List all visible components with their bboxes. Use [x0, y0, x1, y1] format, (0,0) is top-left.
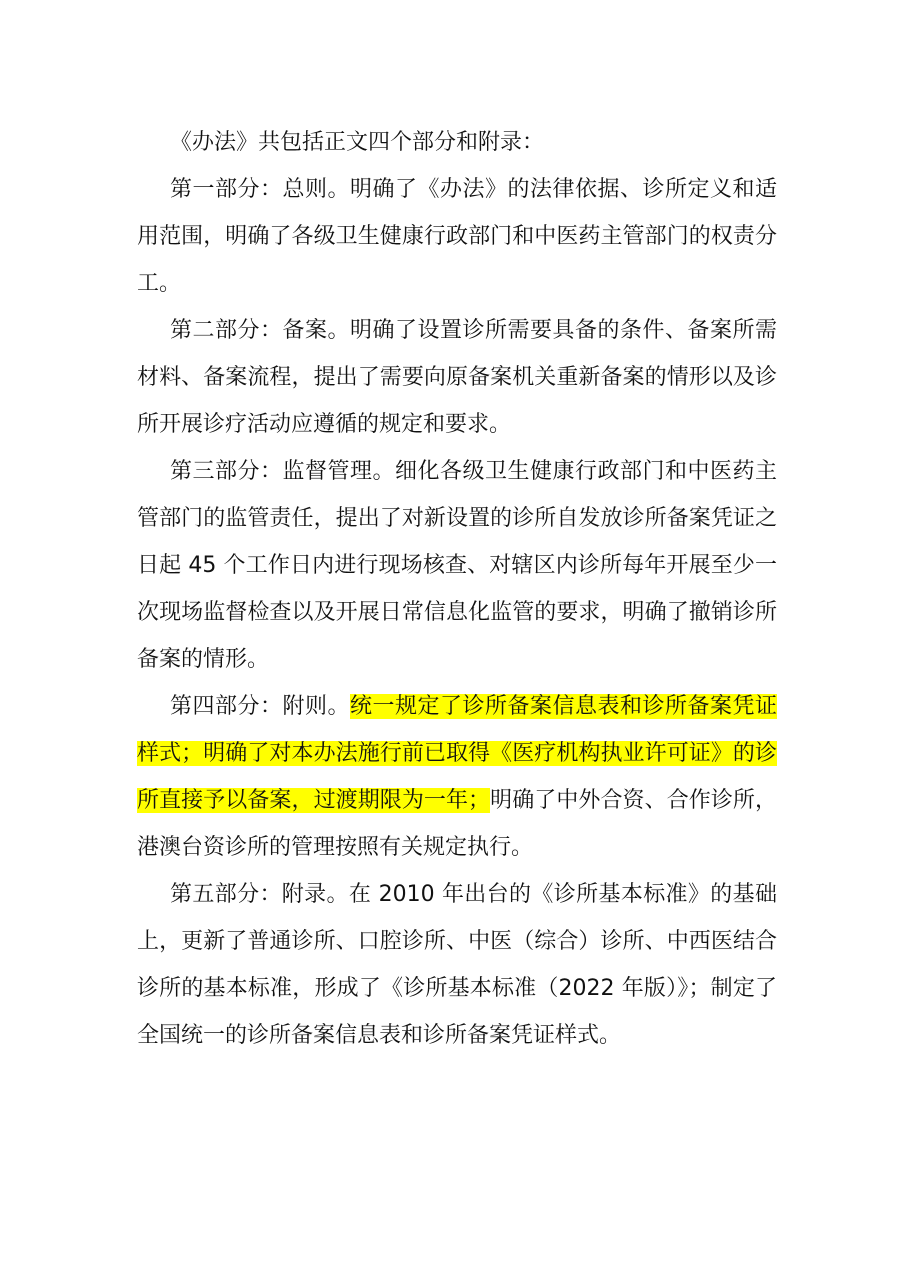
paragraph-part-3: 第三部分：监督管理。细化各级卫生健康行政部门和中医药主管部门的监管责任，提出了对新设置的诊所自发放诊所备案凭证之日起 45 个工作日内进行现场核查、对辖区内诊所每年开展至少一次现场监督检查以及开展日常信息化监管的要求，明确了撤销诊所备案的情形。 — [137, 459, 777, 672]
paragraph-part-1: 第一部分：总则。明确了《办法》的法律依据、诊所定义和适用范围，明确了各级卫生健康行政部门和中医药主管部门的权责分工。 — [137, 177, 777, 296]
paragraph-intro: 《办法》共包括正文四个部分和附录： — [170, 130, 545, 155]
paragraph-part-4-tail: 明确了中外合资、合作诊所，港澳台资诊所的管理按照有关规定执行。 — [137, 788, 777, 860]
paragraph-part-5: 第五部分：附录。在 2010 年出台的《诊所基本标准》的基础上，更新了普通诊所、口腔诊所、中医（综合）诊所、中西医结合诊所的基本标准，形成了《诊所基本标准（2022 年版）》；制定了全国统一的诊所备案信息表和诊所备案凭证样式。 — [137, 882, 777, 1048]
highlighted-text: 统一规定了诊所备案信息表和诊所备案凭证样式；明确了对本办法施行前已取得《医疗机构执业许可证》的诊所直接予以备案，过渡期限为一年； — [137, 694, 777, 813]
paragraph-part-4-heading: 第四部分：附则。 — [170, 694, 350, 719]
paragraph-part-4 — [137, 683, 777, 871]
paragraph-part-2: 第二部分：备案。明确了设置诊所需要具备的条件、备案所需材料、备案流程，提出了需要向原备案机关重新备案的情形以及诊所开展诊疗活动应遵循的规定和要求。 — [137, 318, 777, 437]
document-body — [137, 119, 777, 1059]
